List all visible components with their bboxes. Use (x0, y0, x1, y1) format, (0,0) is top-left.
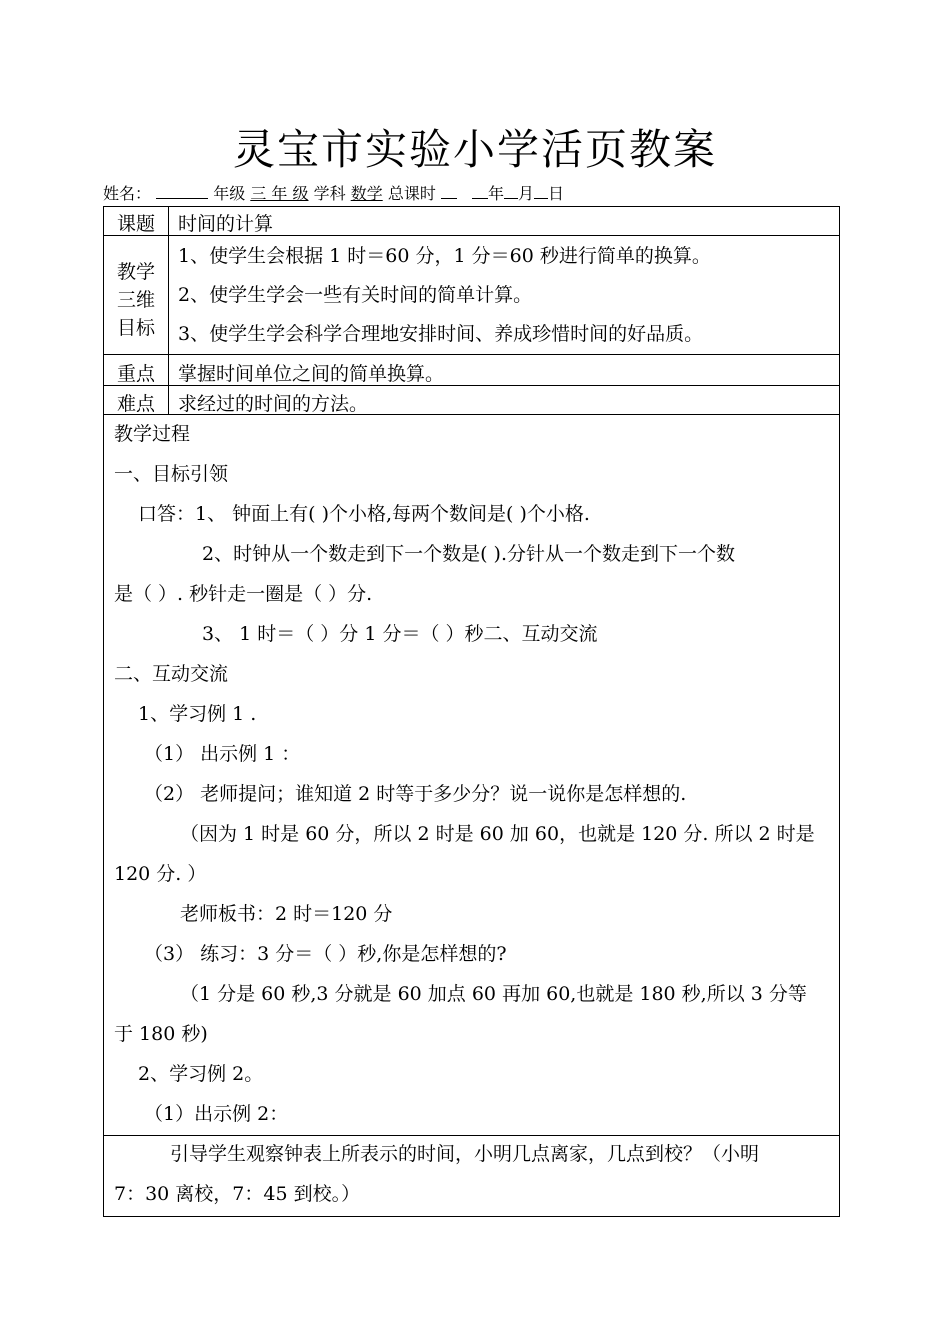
day-blank[interactable] (534, 182, 548, 199)
goals-label-line-1: 教学 (116, 261, 155, 283)
process-heading: 教学过程 (114, 423, 191, 445)
guide-line: 7：30 离校，7：45 到校。） (114, 1183, 361, 1205)
process-line: （2） 老师提问；谁知道 2 时等于多少分？说一说你是怎样想的. (144, 783, 687, 805)
subject-value: 数学 (350, 184, 383, 203)
process-line: （1） 出示例 1 ： (144, 743, 301, 765)
guide-line: 引导学生观察钟表上所表示的时间，小明几点离家，几点到校？（小明 (170, 1143, 760, 1165)
key-value: 掌握时间单位之间的简单换算。 (178, 363, 445, 385)
name-label: 姓名： (103, 184, 152, 203)
difficulty-label: 难点 (116, 393, 155, 415)
goal-item: 1、使学生会根据 1 时＝60 分，1 分＝60 秒进行简单的换算。 (178, 245, 711, 267)
header-info-line (103, 182, 564, 205)
column-divider (168, 207, 169, 414)
grade-label: 年级 (213, 184, 246, 203)
process-line: （3） 练习：3 分＝（ ）秒,你是怎样想的? (144, 943, 507, 965)
process-line: （因为 1 时是 60 分，所以 2 时是 60 加 60，也就是 120 分. 所以 2 时是 (180, 823, 815, 845)
hours-blank[interactable] (441, 182, 457, 199)
topic-value: 时间的计算 (178, 213, 274, 235)
goals-label-line-2: 三维 (116, 289, 155, 311)
goal-item: 2、使学生学会一些有关时间的简单计算。 (178, 284, 533, 306)
process-line: 口答：1、 钟面上有( )个小格,每两个数间是( )个小格. (138, 503, 590, 525)
process-line: 二、互动交流 (114, 663, 229, 685)
process-line: 老师板书：2 时＝120 分 (180, 903, 393, 925)
month-label: 月 (518, 184, 535, 203)
year-label: 年 (488, 184, 505, 203)
subject-label: 学科 (313, 184, 346, 203)
goals-label-line-3: 目标 (116, 317, 155, 339)
row-divider (104, 1135, 839, 1136)
lesson-plan-table (103, 206, 840, 1217)
process-line: 2、学习例 2。 (138, 1063, 264, 1085)
topic-label: 课题 (116, 213, 155, 235)
process-line: （1）出示例 2： (144, 1103, 289, 1125)
goal-item: 3、使学生学会科学合理地安排时间、养成珍惜时间的好品质。 (178, 323, 704, 345)
page-title: 灵宝市实验小学活页教案 (232, 125, 717, 174)
hours-label: 总课时 (387, 184, 436, 203)
grade-value: 三 年 级 (250, 184, 309, 203)
difficulty-value: 求经过的时间的方法。 (178, 393, 369, 415)
process-line: 1、学习例 1 . (138, 703, 257, 725)
name-blank[interactable] (156, 182, 208, 199)
process-line: 一、目标引领 (114, 463, 229, 485)
year-blank[interactable] (472, 182, 488, 199)
key-label: 重点 (116, 363, 155, 385)
process-line: 于 180 秒) (114, 1023, 208, 1045)
day-label: 日 (548, 184, 565, 203)
process-line: （1 分是 60 秒,3 分就是 60 加点 60 再加 60,也就是 180 秒,所以 3 分等 (180, 983, 807, 1005)
process-line: 是（ ）. 秒针走一圈是（ ）分. (114, 583, 373, 605)
process-line: 3、 1 时＝（ ）分 1 分＝（ ）秒二、互动交流 (202, 623, 598, 645)
process-line: 120 分. ） (114, 863, 207, 885)
row-divider (104, 354, 839, 355)
process-line: 2、时钟从一个数走到下一个数是( ).分针从一个数走到下一个数 (202, 543, 735, 565)
month-blank[interactable] (504, 182, 518, 199)
